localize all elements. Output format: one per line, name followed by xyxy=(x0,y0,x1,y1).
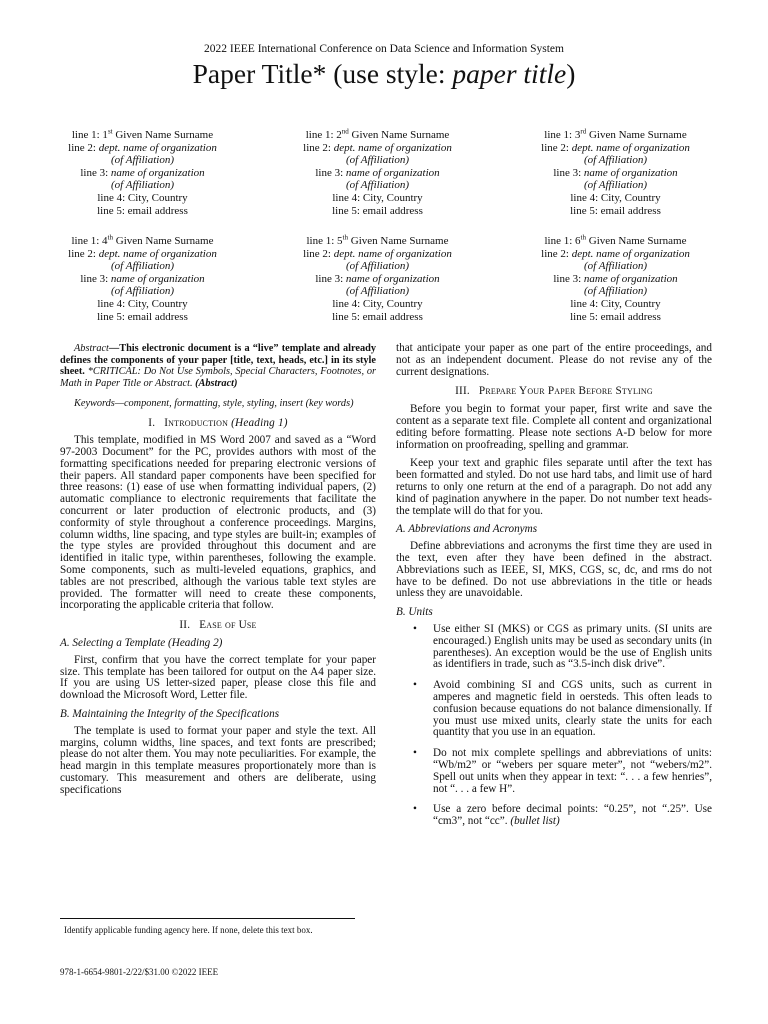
author-org-line: line 3: name of organization xyxy=(553,272,678,285)
continued-paragraph: that anticipate your paper as one part of the entire proceedings, and not as an independent document. Please do not revise any of the current designations. xyxy=(396,342,712,378)
subheading-maintaining-integrity: B. Maintaining the Integrity of the Specifications xyxy=(60,708,280,721)
title-close: ) xyxy=(566,58,576,89)
author-affiliation-tag: (of Affiliation) xyxy=(110,179,175,192)
author-city-line: line 4: City, Country xyxy=(97,297,188,310)
author-email-line: line 5: email address xyxy=(97,204,188,217)
prepare-paragraph-2: Keep your text and graphic files separate until after the text has been formatted and styled. Do not use hard tabs, and limit use of hard returns to only one return at the end of a paragraph. Do not add any kind of pagination anywhere in the paper. Do not number text heads-the template will do that for you. xyxy=(396,457,712,517)
author-name-line: line 1: 6th Given Name Surname xyxy=(544,233,687,247)
prepare-paragraph-1: Before you begin to format your paper, first write and save the content as a separate text file. Complete all content and organizational editing before formatting. Please note sections A-D below for more information on proofreading, spelling and grammar. xyxy=(396,403,712,451)
author-name-line: line 1: 3rd Given Name Surname xyxy=(544,127,687,141)
conference-name: 2022 IEEE International Conference on Data Science and Information System xyxy=(204,43,564,55)
author-dept-line: line 2: dept. name of organization xyxy=(68,141,217,154)
copyright-notice: 978-1-6654-9801-2/22/$31.00 ©2022 IEEE xyxy=(60,967,219,977)
paper-title xyxy=(0,58,768,90)
list-item: • Use either SI (MKS) or CGS as primary units. (SI units are encouraged.) English units may be used as secondary units (in parentheses). An exception would be the use of English units as identifiers in trade, such as “3.5-inch disk drive”. xyxy=(433,624,712,671)
abstract-tag: (Abstract) xyxy=(192,377,238,389)
author-affiliation-tag: (of Affiliation) xyxy=(345,260,410,273)
abstract-critical: *CRITICAL: Do Not Use Symbols, Special Characters, Footnotes, or Math in Paper Title or Abstract. xyxy=(60,366,376,389)
author-affiliation-tag: (of Affiliation) xyxy=(583,285,648,298)
intro-paragraph: This template, modified in MS Word 2007 and saved as a “Word 97-2003 Document” for the PC, provides authors with most of the formatting specifications needed for preparing electronic versions of their papers. All standard paper components have been specified for three reasons: (1) ease of use when formatting individual papers, (2) automatic compliance to electronic requirements that facilitate the concurrent or later production of electronic products, and (3) conformity of style throughout a conference proceedings. Margins, column widths, line spacing, and type styles are built-in; examples of the type styles are provided throughout this document and are identified in italic type, within parentheses, following the example. Some components, such as multi-leveled equations, graphics, and tables are not prescribed, although the various table text styles are provided. The formatter will need to create these components, incorporating the applicable criteria that follow. xyxy=(60,434,376,612)
author-name-line: line 1: 1st Given Name Surname xyxy=(71,127,214,141)
author-email-line: line 5: email address xyxy=(570,310,661,323)
keywords: Keywords—component, formatting, style, styling, insert (key words) xyxy=(74,398,354,409)
author-name-line: line 1: 4th Given Name Surname xyxy=(71,233,214,247)
author-affiliation-tag: (of Affiliation) xyxy=(110,285,175,298)
author-email-line: line 5: email address xyxy=(332,310,423,323)
right-column xyxy=(396,343,712,837)
author-affiliation xyxy=(508,235,723,323)
author-city-line: line 4: City, Country xyxy=(97,191,188,204)
abstract-text: —This electronic document is a “live” template and already defines the components of your paper [title, text, heads, etc.] in its style sheet. xyxy=(60,343,376,377)
funding-footnote: Identify applicable funding agency here. If none, delete this text box. xyxy=(64,925,313,935)
section-heading-ease-of-use: II. Ease of Use xyxy=(179,619,257,632)
author-affiliation xyxy=(35,235,250,323)
list-item: • Use a zero before decimal points: “0.25”, not “.25”. Use “cm3”, not “cc”. (bullet list) xyxy=(433,804,712,828)
title-text: Paper Title* (use style: xyxy=(192,58,453,89)
author-affiliation xyxy=(35,129,250,217)
footnote-divider xyxy=(60,918,355,919)
author-city-line: line 4: City, Country xyxy=(332,191,423,204)
author-email-line: line 5: email address xyxy=(97,310,188,323)
list-item: • Avoid combining SI and CGS units, such as current in amperes and magnetic field in oersteds. This often leads to confusion because equations do not balance dimensionally. If you must use mixed units, clearly state the units for each quantity that you use in an equation. xyxy=(433,680,712,739)
abstract-label: Abstract xyxy=(74,343,109,354)
author-org-line: line 3: name of organization xyxy=(80,166,205,179)
author-affiliation xyxy=(508,129,723,217)
bullet-list-tag: (bullet list) xyxy=(507,815,560,828)
author-affiliation-tag: (of Affiliation) xyxy=(583,260,648,273)
author-affiliation xyxy=(270,129,485,217)
author-affiliation-tag: (of Affiliation) xyxy=(345,154,410,167)
abbreviations-paragraph: Define abbreviations and acronyms the first time they are used in the text, even after they have been defined in the abstract. Abbreviations such as IEEE, SI, MKS, CGS, sc, dc, and rms do not have to be defined. Do not use abbreviations in the title or heads unless they are unavoidable. xyxy=(396,540,712,600)
author-affiliation-tag: (of Affiliation) xyxy=(110,260,175,273)
author-dept-line: line 2: dept. name of organization xyxy=(541,141,690,154)
subheading-units: B. Units xyxy=(396,606,433,619)
author-affiliation-tag: (of Affiliation) xyxy=(345,285,410,298)
list-item: • Do not mix complete spellings and abbreviations of units: “Wb/m2” or “webers per square meter”, not “webers/m2”. Spell out units when they appear in text: “. . . a few henries”, not “. . . a few H”. xyxy=(433,748,712,795)
left-column xyxy=(60,343,376,804)
maintaining-integrity-paragraph: The template is used to format your paper and style the text. All margins, column widths, line spaces, and text fonts are prescribed; please do not alter them. You may note peculiarities. For example, the head margin in this template measures proportionately more than is customary. This measurement and others are deliberate, using specifications xyxy=(60,724,376,796)
author-org-line: line 3: name of organization xyxy=(553,166,678,179)
abstract xyxy=(60,343,376,389)
author-dept-line: line 2: dept. name of organization xyxy=(541,247,690,260)
author-dept-line: line 2: dept. name of organization xyxy=(303,141,452,154)
subheading-abbreviations: A. Abbreviations and Acronyms xyxy=(396,523,538,536)
author-city-line: line 4: City, Country xyxy=(332,297,423,310)
author-city-line: line 4: City, Country xyxy=(570,191,661,204)
author-name-line: line 1: 5th Given Name Surname xyxy=(306,233,449,247)
author-org-line: line 3: name of organization xyxy=(315,272,440,285)
subheading-selecting-template: A. Selecting a Template (Heading 2) xyxy=(60,637,223,650)
units-bullet-list xyxy=(396,624,712,828)
author-affiliation xyxy=(270,235,485,323)
author-email-line: line 5: email address xyxy=(570,204,661,217)
author-affiliation-tag: (of Affiliation) xyxy=(583,154,648,167)
author-affiliation-tag: (of Affiliation) xyxy=(583,179,648,192)
author-city-line: line 4: City, Country xyxy=(570,297,661,310)
author-name-line: line 1: 2nd Given Name Surname xyxy=(305,127,450,141)
author-affiliation-tag: (of Affiliation) xyxy=(110,154,175,167)
selecting-template-paragraph: First, confirm that you have the correct template for your paper size. This template has been tailored for output on the A4 paper size. If you are using US letter-sized paper, please close this file and download the Microsoft Word, Letter file. xyxy=(60,653,376,702)
title-italic: paper title xyxy=(452,58,567,89)
author-org-line: line 3: name of organization xyxy=(80,272,205,285)
author-email-line: line 5: email address xyxy=(332,204,423,217)
author-dept-line: line 2: dept. name of organization xyxy=(303,247,452,260)
author-org-line: line 3: name of organization xyxy=(315,166,440,179)
author-dept-line: line 2: dept. name of organization xyxy=(68,247,217,260)
author-affiliation-tag: (of Affiliation) xyxy=(345,179,410,192)
section-heading-introduction: I. Introduction (Heading 1) xyxy=(148,416,288,429)
section-heading-prepare-paper: III. Prepare Your Paper Before Styling xyxy=(455,385,653,398)
